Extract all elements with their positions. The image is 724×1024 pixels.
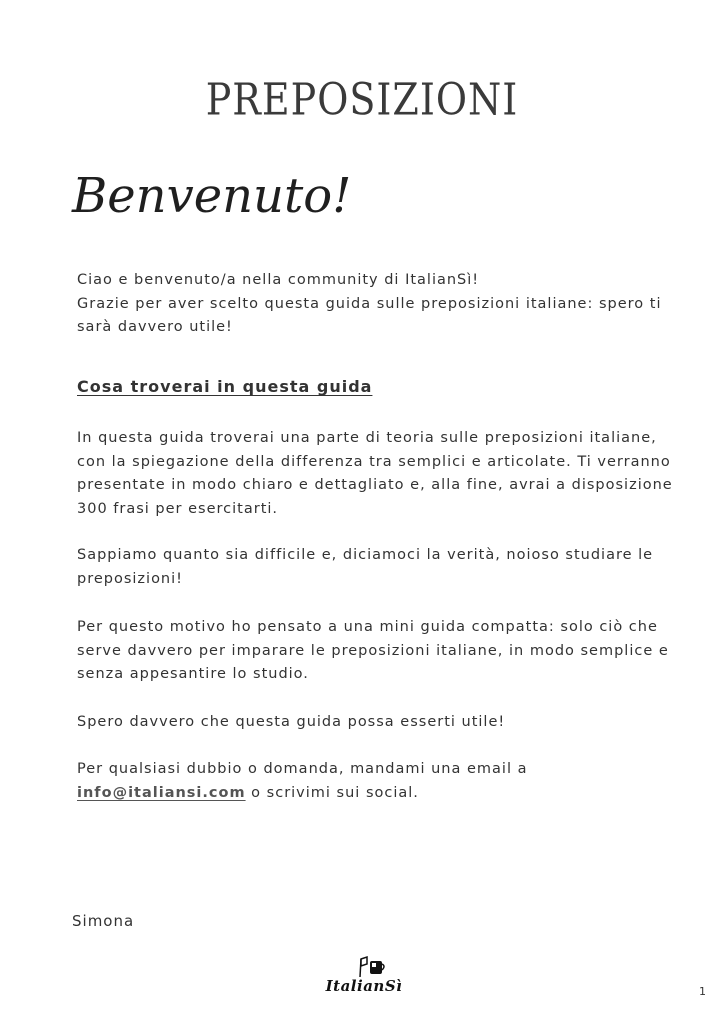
welcome-heading: Benvenuto!: [72, 168, 352, 224]
intro-paragraph: [77, 269, 662, 340]
section-heading: Cosa troverai in questa guida: [77, 377, 373, 396]
email-link[interactable]: info@italiansi.com: [77, 784, 246, 801]
intro-line: sarà davvero utile!: [77, 319, 233, 335]
logo-text: ItalianSì: [325, 977, 403, 995]
paragraph-contact: [77, 758, 657, 805]
paragraph-line: Per qualsiasi dubbio o domanda, mandami una email a: [77, 761, 528, 777]
paragraph-line: senza appesantire lo studio.: [77, 666, 309, 682]
paragraph-difficulty: [77, 544, 657, 591]
signature: Simona: [72, 912, 135, 930]
paragraph-line: [77, 782, 657, 806]
paragraph-line: Sappiamo quanto sia difficile e, diciamoci la verità, noioso studiare le: [77, 547, 654, 563]
paragraph-line: serve davvero per imparare le preposizioni italiane, in modo semplice e: [77, 642, 669, 659]
italiansi-logo: [324, 955, 404, 1003]
paragraph-line: con la spiegazione della differenza tra semplici e articolate. Ti verranno: [77, 453, 671, 470]
paragraph-line: 300 frasi per esercitarti.: [77, 500, 279, 517]
paragraph-line: Spero davvero che questa guida possa esserti utile!: [77, 714, 506, 730]
paragraph-line: Per questo motivo ho pensato a una mini guida compatta: solo ciò che: [77, 619, 658, 635]
paragraph-line: preposizioni!: [77, 570, 183, 587]
paragraph-line: presentate in modo chiaro e dettagliato e, alla fine, avrai a disposizione: [77, 477, 673, 493]
paragraph-motivation: [77, 616, 669, 687]
paragraph-line: In questa guida troverai una parte di teoria sulle preposizioni italiane,: [77, 430, 657, 446]
page-title: PREPOSIZIONI: [205, 74, 519, 125]
contact-rest-text: o scrivimi sui social.: [245, 784, 419, 801]
page-number: 1: [699, 985, 706, 998]
paragraph-hope: [77, 711, 657, 735]
intro-line: Grazie per aver scelto questa guida sulle preposizioni italiane: spero ti: [77, 295, 662, 312]
intro-line: Ciao e benvenuto/a nella community di ItalianSì!: [77, 272, 480, 288]
flag-coffee-icon: [357, 955, 387, 979]
paragraph-guide-content: [77, 427, 673, 521]
